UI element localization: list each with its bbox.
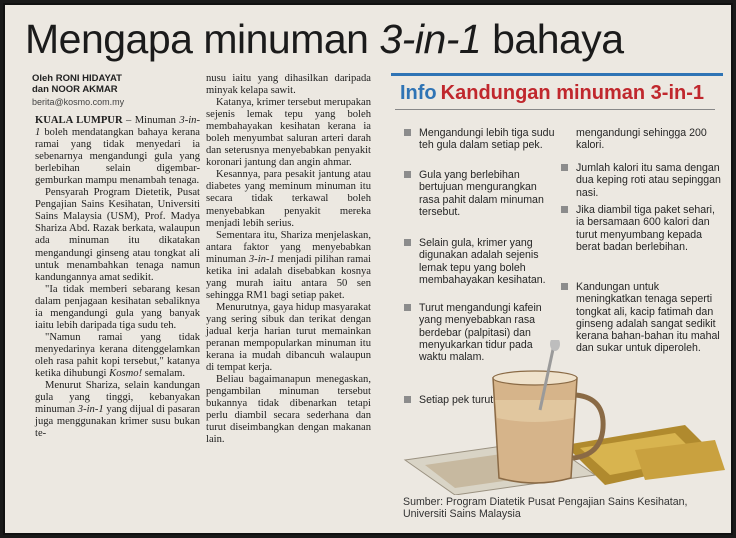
paragraph: nusu iaitu yang dihasilkan daripada minyak kelapa sawit.: [206, 73, 371, 97]
newspaper-clipping: [3, 3, 733, 535]
paragraph: Menurutnya, gaya hidup masyarakat yang sering sibuk dan terikat dengan jadual kerja harian turut memainkan peranan mempopularkan minuman itu kerana ia mudah dibancuh walaupun di tempat kerja.: [206, 301, 371, 374]
bullet-square-icon: [561, 164, 568, 171]
bullet-square-icon: [404, 129, 411, 136]
bullet-text: Kandungan untuk meningkatkan tenaga seperti tongkat ali, kacip fatimah dan ginseng adalah sangat sedikit kerana bahan-bahan itu mahal dan sukar untuk diperoleh.: [576, 281, 720, 355]
bullet-text: Mengandungi lebih tiga sudu teh gula dalam setiap pek.: [419, 127, 555, 152]
text-italic: Kosmo!: [109, 367, 143, 379]
paragraph: Katanya, krimer tersebut merupakan sejenis lemak tepu yang boleh membahayakan kesihatan kerana ia boleh menyumbat saluran arteri darah dan seterusnya menyebabkan penyakit koronari jantung dan angin ahmar.: [206, 97, 371, 169]
bullet-text: Turut mengandungi kafein yang menyebabkan rasa berdebar (palpitasi) dan menyukarkan tidur pada waktu malam.: [419, 302, 542, 364]
bullet-square-icon: [561, 283, 568, 290]
info-bullet-continued: mengandungi sehingga 200 kalori.: [576, 127, 707, 152]
text-italic: 3-in-1: [77, 404, 104, 416]
info-divider: [395, 109, 715, 110]
info-title: [400, 79, 720, 109]
text: semalam.: [142, 367, 186, 379]
bullet-square-icon: [404, 304, 411, 311]
info-bullet: [419, 237, 559, 286]
text-italic: 3-in-1: [35, 115, 200, 139]
bullet-text: Selain gula, krimer yang digunakan adalah sejenis lemak tepu yang boleh membahayakan kesihatan.: [419, 237, 546, 286]
paragraph: Pensyarah Program Dietetik, Pusat Pengajian Sains Kesihatan, Universiti Sains Malaysia (USM), Prof. Madya Shariza Abd. Razak berkata, walaupun ada minuman itu dikatakan mengandungi ginseng atau tongkat ali untuk menambahkan tenaga namun kandungannya amat sedikit.: [35, 187, 200, 283]
paragraph: [35, 115, 200, 187]
bullet-square-icon: [404, 239, 411, 246]
article-column-1: [35, 115, 200, 440]
article-column-2: [206, 73, 371, 446]
headline-text: Mengapa minuman: [25, 16, 380, 62]
bullet-text: Setiap pek turut: [419, 394, 494, 406]
glass-icon: [493, 378, 577, 483]
paragraph: [35, 380, 200, 440]
paragraph: [206, 230, 371, 302]
info-bullet: [419, 127, 559, 152]
paragraph: "Ia tidak memberi sebarang kesan dalam penjagaan kesihatan sebaliknya ia mengandungi gula yang banyak iaitu lebih daripada tiga sudu teh.: [35, 283, 200, 331]
byline-email: berita@kosmo.com.my: [32, 97, 125, 107]
bullet-text: Jika diambil tiga paket sehari, ia bersamaan 600 kalori dan turut menyumbang kepada berat badan berlebihan.: [576, 204, 715, 253]
headline-italic: 3-in-1: [379, 16, 482, 62]
text: menjadi pilihan ramai ketika ini adalah disebabkan kosnya yang murah iaitu antara 50 sen sehingga RM1 bagi setiap paket.: [206, 253, 371, 301]
info-tag: Info: [400, 82, 437, 104]
info-bullet: [576, 162, 721, 199]
info-source: Sumber: Program Diatetik Pusat Pengajian Sains Kesihatan, Universiti Sains Malaysia: [403, 496, 688, 520]
info-top-rule: [391, 73, 723, 76]
bullet-text: Jumlah kalori itu sama dengan dua keping roti atau sepinggan nasi.: [576, 162, 721, 199]
info-bullet: [419, 169, 559, 218]
headline: [25, 15, 725, 63]
bullet-square-icon: [404, 171, 411, 178]
bullet-square-icon: [561, 206, 568, 213]
text-italic: 3-in-1: [248, 253, 275, 265]
headline-text-end: bahaya: [481, 16, 624, 62]
byline-author-2: dan NOOR AKMAR: [32, 84, 118, 95]
info-heading: Kandungan minuman 3-in-1: [440, 82, 704, 104]
froth-icon: [493, 371, 577, 385]
coffee-layer-icon: [495, 400, 575, 422]
byline-author-1: Oleh RONI HIDAYAT: [32, 73, 122, 84]
text: – Minuman: [122, 115, 180, 126]
dateline: KUALA LUMPUR: [35, 115, 123, 126]
paragraph: Beliau bagaimanapun menegaskan, pengambilan minuman tersebut bukannya tidak dibenarkan tetapi perlu diambil secara sederhana dan turut diseimbangkan dengan makanan lain.: [206, 374, 371, 446]
text: boleh mendatangkan bahaya kerana ramai yang tidak menyedari ia sebenarnya mengandungi gula yang berlebihan selain digembar-gemburkan mampu menambah tenaga.: [35, 127, 200, 187]
info-bullet: [576, 204, 721, 253]
text: yang dijual di pasaran juga menggunakan krimer susu bukan te-: [35, 404, 200, 440]
bullet-text: Gula yang berlebihan bertujuan mengurangkan rasa pahit dalam minuman tersebut.: [419, 169, 544, 218]
text: Menurut Shariza, selain kandungan gula yang tinggi, kebanyakan minuman: [35, 380, 200, 416]
text: Sementara itu, Shariza menjelaskan, antara faktor yang menyebabkan minuman: [206, 229, 371, 265]
byline: [32, 73, 222, 108]
text: "Namun ramai yang tidak menyedarinya kerana ditenggelamkan oleh rasa pahit kopi tersebut," katanya ketika dihubungi: [35, 331, 200, 379]
paragraph: [35, 332, 200, 380]
coffee-glass-illustration: [395, 340, 725, 495]
paragraph: Kesannya, para pesakit jantung atau diabetes yang meminum minuman itu secara tidak terkawal boleh menyebabkan penyakit mereka menjadi lebih serius.: [206, 169, 371, 229]
